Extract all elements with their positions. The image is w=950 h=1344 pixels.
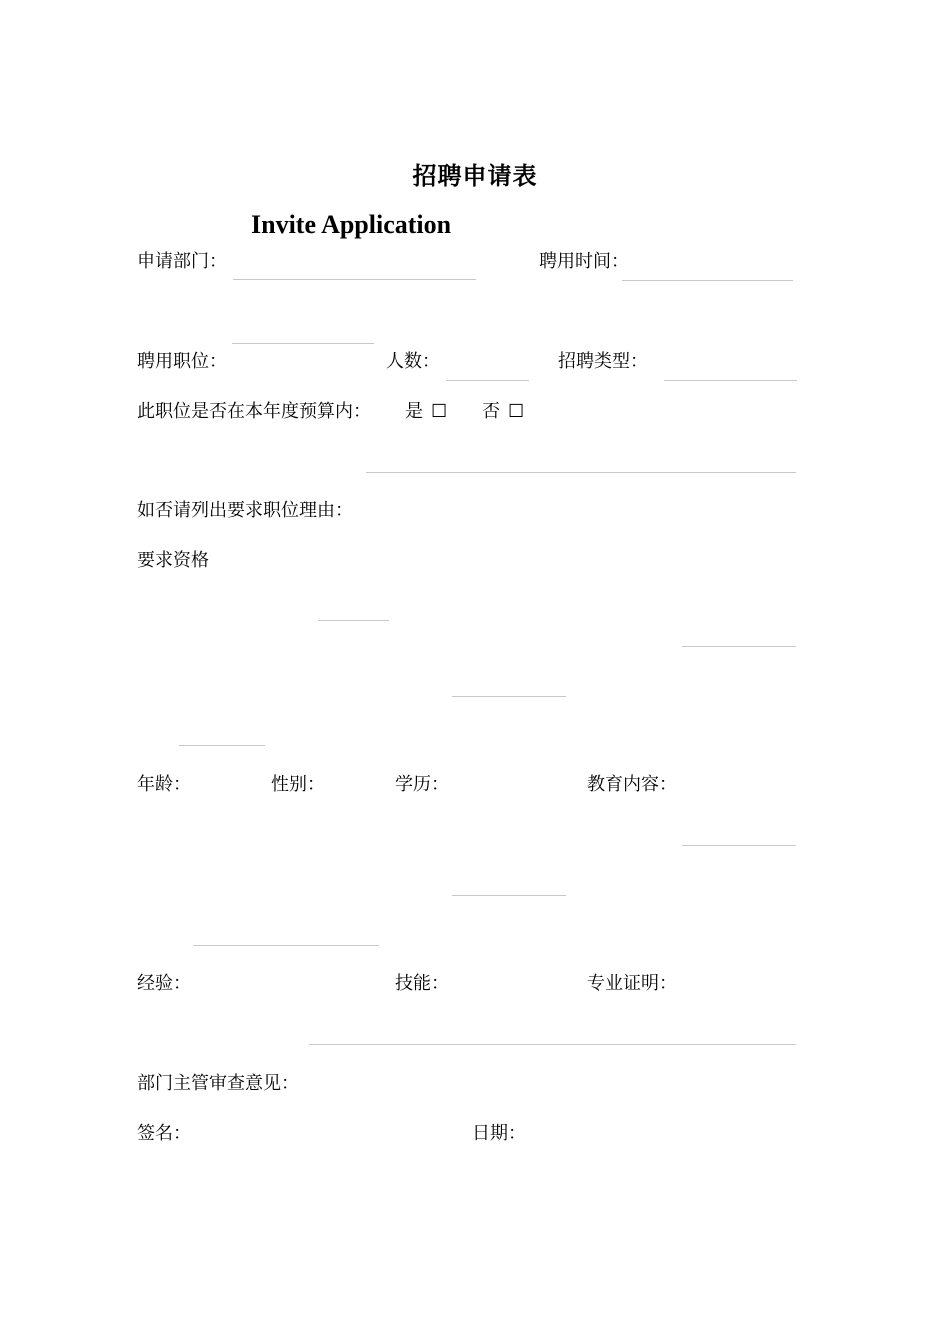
department-label: 申请部门： [137, 251, 227, 272]
department-field-line[interactable] [233, 279, 476, 280]
budget-yes-label: 是 [405, 401, 423, 422]
age-label: 年龄： [137, 774, 191, 795]
budget-no-checkbox[interactable]: ☐ [508, 401, 525, 422]
form-title: 招聘申请表 [412, 162, 538, 190]
headcount-label: 人数： [386, 351, 440, 372]
budget-yes-checkbox[interactable]: ☐ [431, 401, 448, 422]
education-content-field-line[interactable] [682, 646, 796, 647]
gender-label: 性别： [271, 774, 325, 795]
manager-review-label: 部门主管审查意见： [137, 1073, 299, 1094]
education-content-label: 教育内容： [587, 774, 677, 795]
hire-type-label: 招聘类型： [558, 351, 648, 372]
hire-time-label: 聘用时间： [539, 251, 629, 272]
date-label: 日期： [472, 1123, 526, 1144]
reason-label: 如否请列出要求职位理由： [137, 500, 353, 521]
budget-no-option[interactable] [482, 400, 524, 424]
budget-no-label: 否 [482, 401, 500, 422]
age-field-line[interactable] [179, 745, 265, 746]
budget-yes-option[interactable] [405, 400, 447, 424]
reason-field-line[interactable] [366, 472, 796, 473]
budget-question: 此职位是否在本年度预算内： [137, 401, 371, 422]
form-subtitle: Invite Application [251, 210, 452, 239]
certificate-field-line[interactable] [682, 845, 796, 846]
certificate-label: 专业证明： [587, 973, 677, 994]
hire-time-field-line[interactable] [622, 280, 793, 281]
experience-label: 经验： [137, 973, 191, 994]
experience-field-line[interactable] [193, 945, 379, 946]
signature-label: 签名： [137, 1123, 191, 1144]
hire-type-field-line[interactable] [664, 380, 797, 381]
skills-field-line[interactable] [452, 895, 566, 896]
gender-field-line[interactable] [318, 620, 389, 621]
skills-label: 技能： [395, 973, 449, 994]
headcount-field-line[interactable] [446, 380, 529, 381]
manager-review-field-line[interactable] [309, 1044, 796, 1045]
education-field-line[interactable] [452, 696, 566, 697]
position-field-line[interactable] [232, 343, 374, 344]
education-label: 学历： [395, 774, 449, 795]
qualifications-heading: 要求资格 [137, 550, 209, 571]
position-label: 聘用职位： [137, 351, 227, 372]
